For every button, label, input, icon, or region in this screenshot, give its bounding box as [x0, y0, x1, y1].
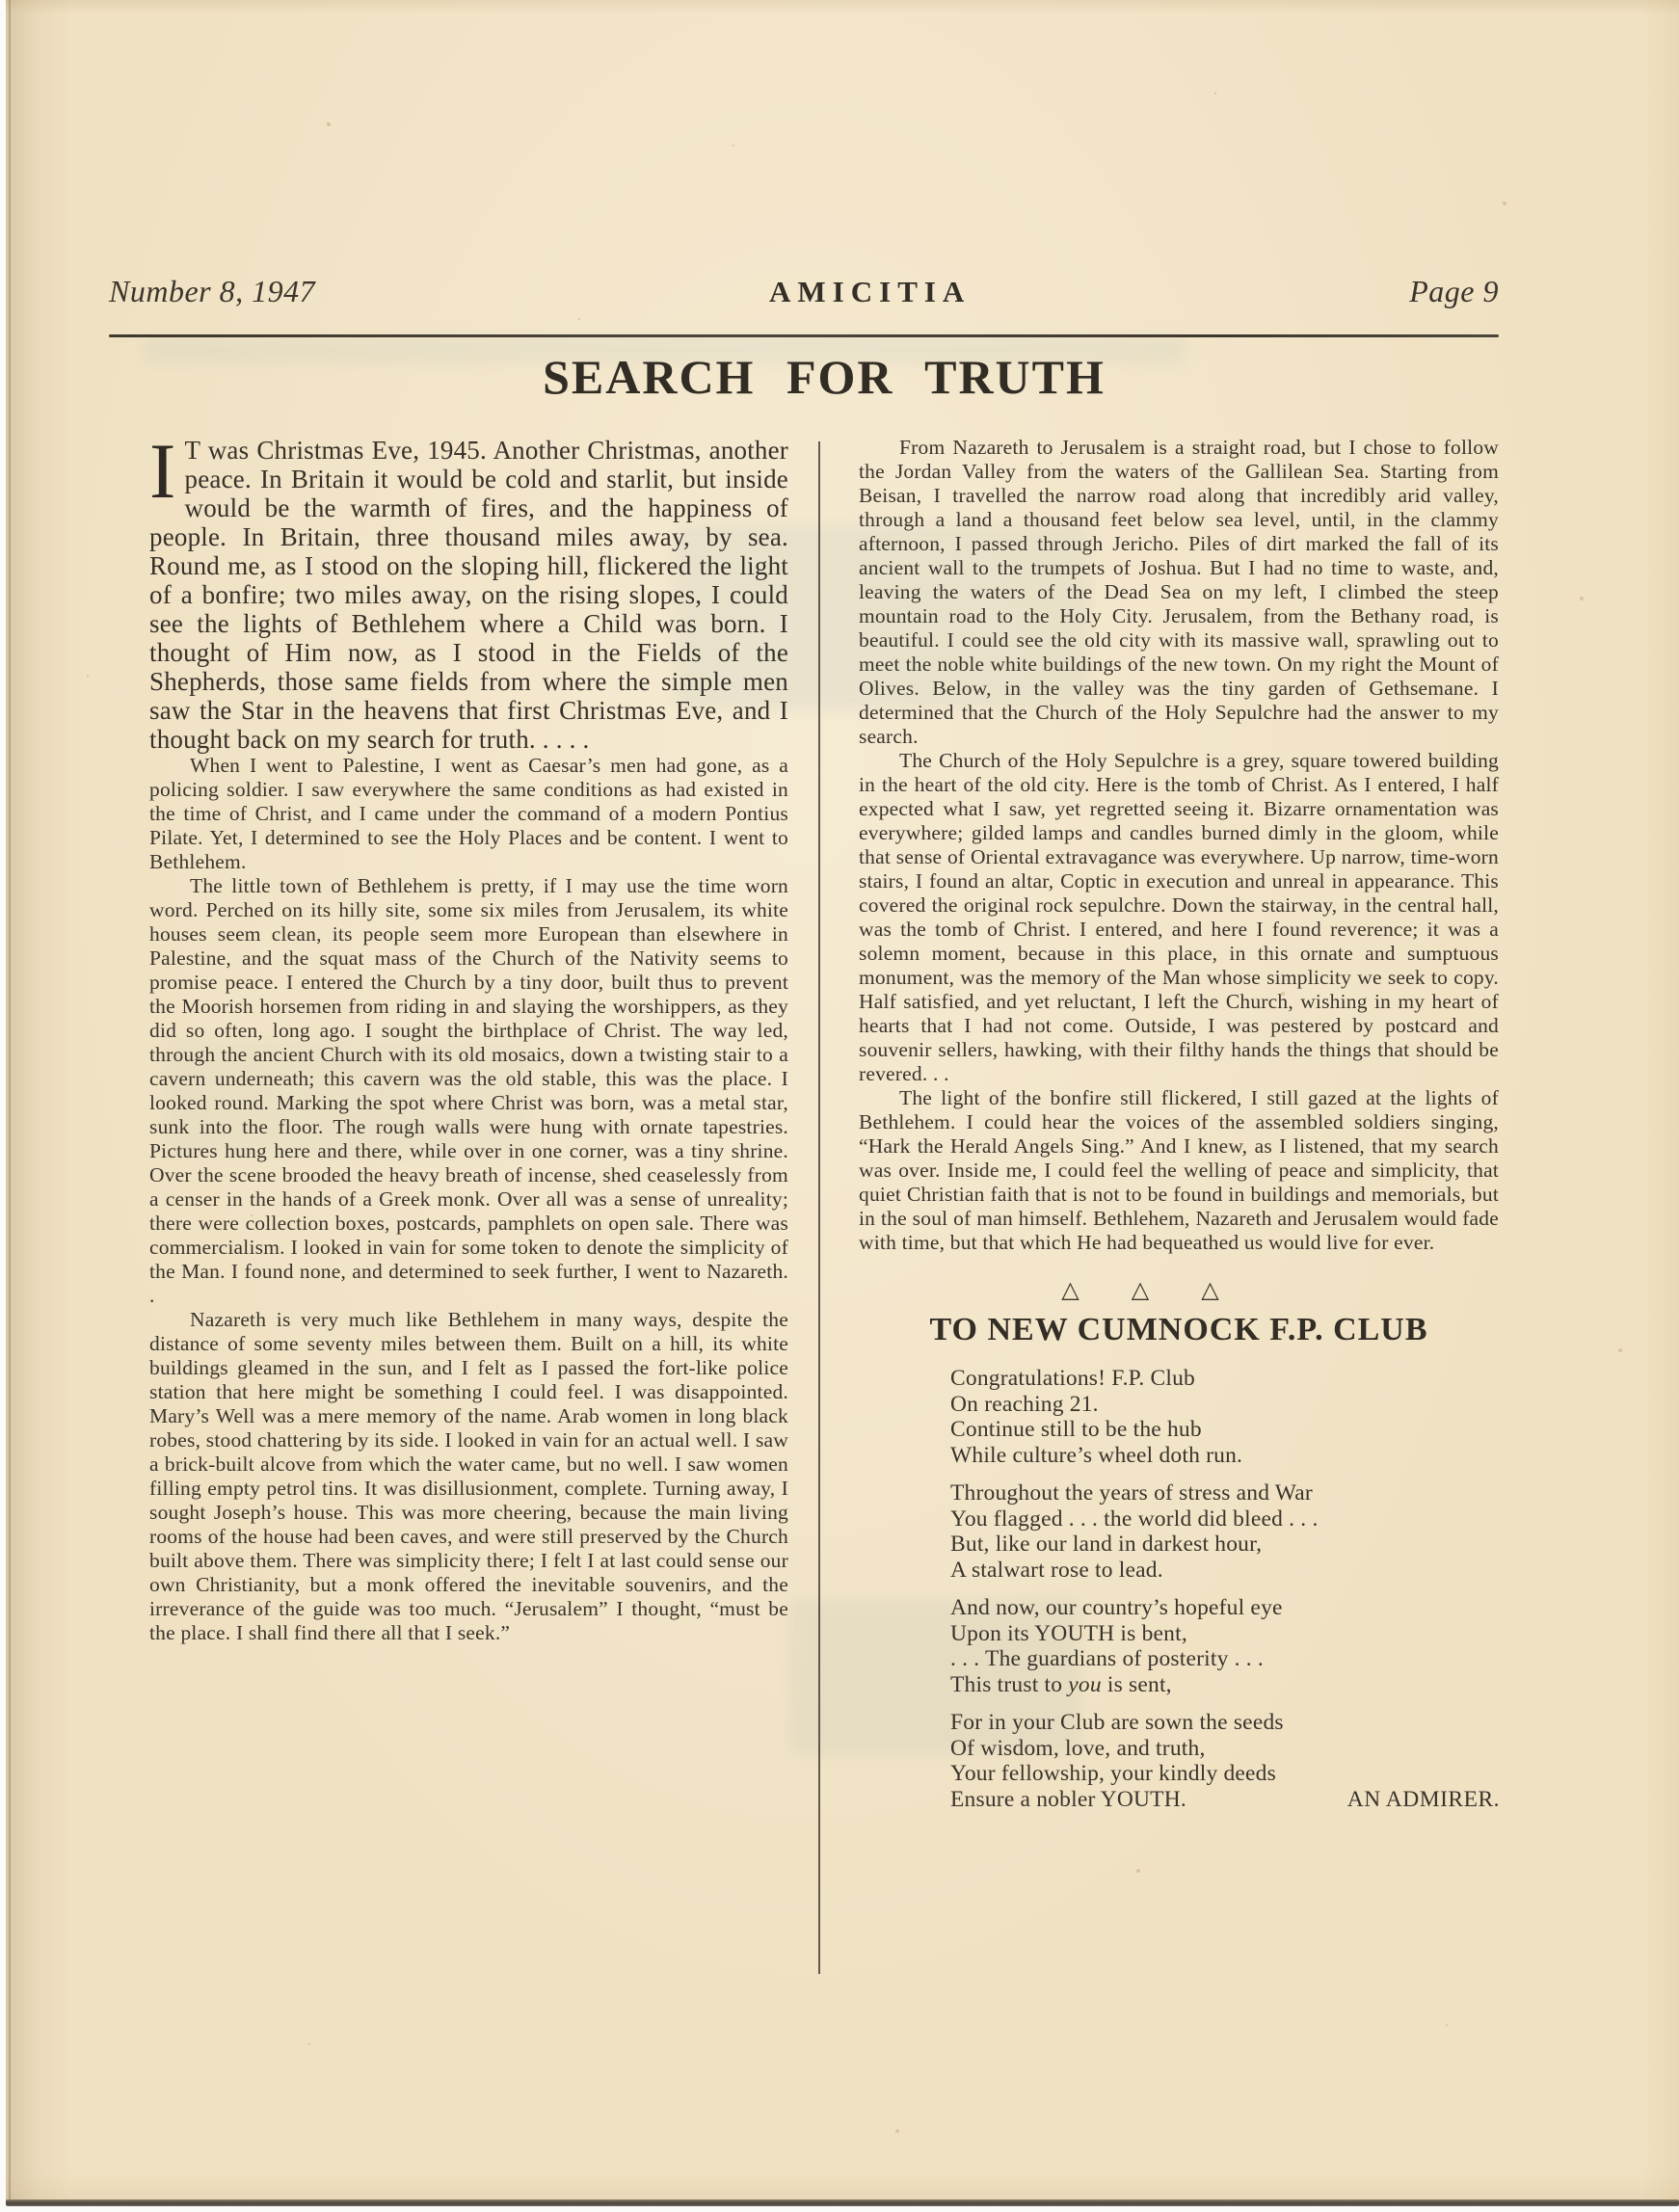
article-title: SEARCH FOR TRUTH	[543, 350, 1106, 404]
poem-line: Upon its YOUTH is bent,	[950, 1620, 1187, 1646]
right-column	[859, 436, 1499, 1825]
body-paragraph: The light of the bonfire still flickered, I still gazed at the lights of Bethlehem. I could hear the voices of the assembled soldiers singing, “Hark the Herald Angels Sing.” And I knew, as I listened, that my search was over. Inside me, I could feel the welling of peace and simplicity, that quiet Christian faith that is not to be found in buildings and memorials, but in the soul of man himself. Bethlehem, Nazareth and Jerusalem would fade with time, but that which He had bequeathed us would live for ever.	[859, 1086, 1499, 1254]
poem-stanza	[950, 1710, 1500, 1812]
page-bottom-edge	[6, 2199, 1679, 2206]
header-rule	[109, 334, 1499, 337]
poem-line: On reaching 21.	[950, 1391, 1099, 1417]
triangle-icon: △	[1201, 1278, 1219, 1303]
poem-line: Your fellowship, your kindly deeds	[950, 1761, 1276, 1786]
poem	[950, 1366, 1500, 1812]
poem-line: A stalwart rose to lead.	[950, 1557, 1163, 1583]
poem-stanza	[950, 1480, 1500, 1583]
poem-line-segment: is sent,	[1101, 1671, 1172, 1697]
lead-text: T was Christmas Eve, 1945. Another Christmas, another peace. In Britain it would be cold and starlit, but inside would be the warmth of fires, and the happiness of people. In Britain, three thousand miles away, by sea. Round me, as I stood on the sloping hill, flickered the light of a bonfire; two miles away, on the rising slopes, I could see the lights of Bethlehem where a Child was born. I thought of Him now, as I stood in the Fields of the Shepherds, those same fields from where the simple men saw the Star in the heavens that first Christmas Eve, and I thought back on my search for truth. . . . .	[149, 436, 788, 754]
poem-line: . . . The guardians of posterity . . .	[950, 1646, 1265, 1671]
page-header	[109, 274, 1499, 309]
body-paragraph: Nazareth is very much like Bethlehem in many ways, despite the distance of some seventy miles between them. Built on a hill, its white buildings gleamed in the sun, and I felt as I passed the fort-like police station that here might be something I could feel. I was disappointed. Mary’s Well was a mere memory of the name. Arab women in long black robes, stood chattering by its side. I looked in vain for an actual well. I saw a brick-built alcove from which the water came, but no well. I saw women filling empty petrol tins. It was disillusionment, complete. Turning away, I sought Joseph’s house. This was more cheering, because the main living rooms of the house had been caves, and were still preserved by the Church built above them. There was simplicity there; I felt I at last could sense our own Christianity, but a monk offered the inevitable souvenirs, and the irreverance of the guide was too much. “Jerusalem” I thought, “must be the place. I shall find there all that I seek.”	[149, 1308, 788, 1644]
masthead: AMICITIA	[769, 275, 972, 308]
poem-line	[950, 1787, 1500, 1813]
poem-line: While culture’s wheel doth run.	[950, 1442, 1243, 1468]
poem-line: And now, our country’s hopeful eye	[950, 1595, 1283, 1620]
article-body	[149, 427, 1500, 1825]
poem-line-italic-word: you	[1068, 1671, 1102, 1697]
body-paragraph: From Nazareth to Jerusalem is a straight road, but I chose to follow the Jordan Valley from the waters of the Gallilean Sea. Starting from Beisan, I travelled the narrow road along that incredibly arid valley, through a land a thousand feet below sea level, until, in the clammy afternoon, I passed through Jericho. Piles of dirt marked the fall of its ancient wall to the trumpets of Joshua. But I had no time to waste, and, leaving the waters of the Dead Sea on my left, I climbed the steep mountain road to the Holy City. Jerusalem, from the Bethany road, is beautiful. I could see the old city with its massive wall, sprawling out to meet the noble white buildings of the new town. On my right the Mount of Olives. Below, in the valley was the tiny garden of Gethsemane. I determined that the Church of the Holy Sepulchre had the answer to my search.	[859, 436, 1499, 748]
poem-line-segment: This trust to	[950, 1671, 1069, 1697]
poem-signature: AN ADMIRER.	[1346, 1786, 1500, 1812]
body-paragraph: The little town of Bethlehem is pretty, if I may use the time worn word. Perched on its hilly site, some six miles from Jerusalem, its white houses seem clean, its people seem more European than elsewhere in Palestine, and the squat mass of the Church of the Nativity seems to promise peace. I entered the Church by a tiny door, built thus to prevent the Moorish horsemen from riding in and slaying the worshippers, as they did so often, long ago. I sought the birthplace of Christ. The way led, through the ancient Church with its old mosaics, down a twisting stair to a cavern underneath; this cavern was the old stable, this was the place. I looked round. Marking the spot where Christ was born, was a metal star, sunk into the floor. The rough walls were hung with ornate tapestries. Pictures hung here and there, while over in one corner, was a tiny shrine. Over the scene brooded the heavy breath of incense, shed ceaselessly from a censer in the hands of a Greek monk. Over all was a sense of unreality; there were collection boxes, postcards, pamphlets on open sale. There was commercialism. I looked in vain for some token to denote the simplicity of the Man. I found none, and determined to seek further, I went to Nazareth. .	[149, 874, 788, 1307]
poem-line	[950, 1672, 1500, 1698]
poem-title: TO NEW CUMNOCK F.P. CLUB	[929, 1312, 1428, 1347]
poem-line-segment: Ensure a nobler YOUTH.	[950, 1786, 1186, 1812]
binding-crease	[9, 0, 11, 2201]
poem-stanza	[950, 1595, 1500, 1697]
poem-line: But, like our land in darkest hour,	[950, 1532, 1263, 1557]
left-column	[149, 427, 788, 1825]
triangle-icon: △	[1061, 1278, 1079, 1303]
poem-line: Congratulations! F.P. Club	[950, 1366, 1196, 1391]
poem-line: Continue still to be the hub	[950, 1417, 1202, 1442]
issue-number: Number 8, 1947	[109, 274, 316, 308]
page-number: Page 9	[1409, 274, 1499, 308]
triangle-icon: △	[1131, 1278, 1150, 1303]
body-paragraph: The Church of the Holy Sepulchre is a grey, square towered building in the heart of the old city. Here is the tomb of Christ. As I entered, I half expected what I saw, yet regretted seeing it. Bizarre ornamentation was everywhere; gilded lamps and candles burned dimly in the gloom, while that sense of Oriental extravagance was everywhere. Up narrow, time-worn stairs, I found an altar, Coptic in execution and unreal in appearance. This covered the original rock sepulchre. Down the stairway, in the central hall, was the tomb of Christ. I entered, and here I found reverence; it was a solemn moment, because in this place, in this ornate and sumptuous monument, was the memory of the Man whose simplicity we seek to copy. Half satisfied, and yet reluctant, I left the Church, wishing in my heart of hearts that I had not come. Outside, I was pestered by postcard and souvenir sellers, hawking, with their filthy hands the things that should be revered. . .	[859, 749, 1499, 1085]
paper-speckles	[0, 0, 2, 2]
body-paragraph: When I went to Palestine, I went as Caesar’s men had gone, as a policing soldier. I saw everywhere the same conditions as had existed in the time of Christ, and I came under the command of a modern Pontius Pilate. Yet, I determined to see the Holy Places and be content. I went to Bethlehem.	[149, 754, 788, 873]
section-divider	[820, 1276, 1460, 1304]
poem-line: Of wisdom, love, and truth,	[950, 1735, 1206, 1761]
lead-paragraph	[149, 427, 788, 754]
drop-cap: I	[149, 427, 176, 515]
poem-line: For in your Club are sown the seeds	[950, 1710, 1284, 1735]
poem-stanza	[950, 1366, 1500, 1468]
poem-line: You flagged . . . the world did bleed . . .	[950, 1506, 1319, 1532]
poem-line: Throughout the years of stress and War	[950, 1480, 1313, 1506]
